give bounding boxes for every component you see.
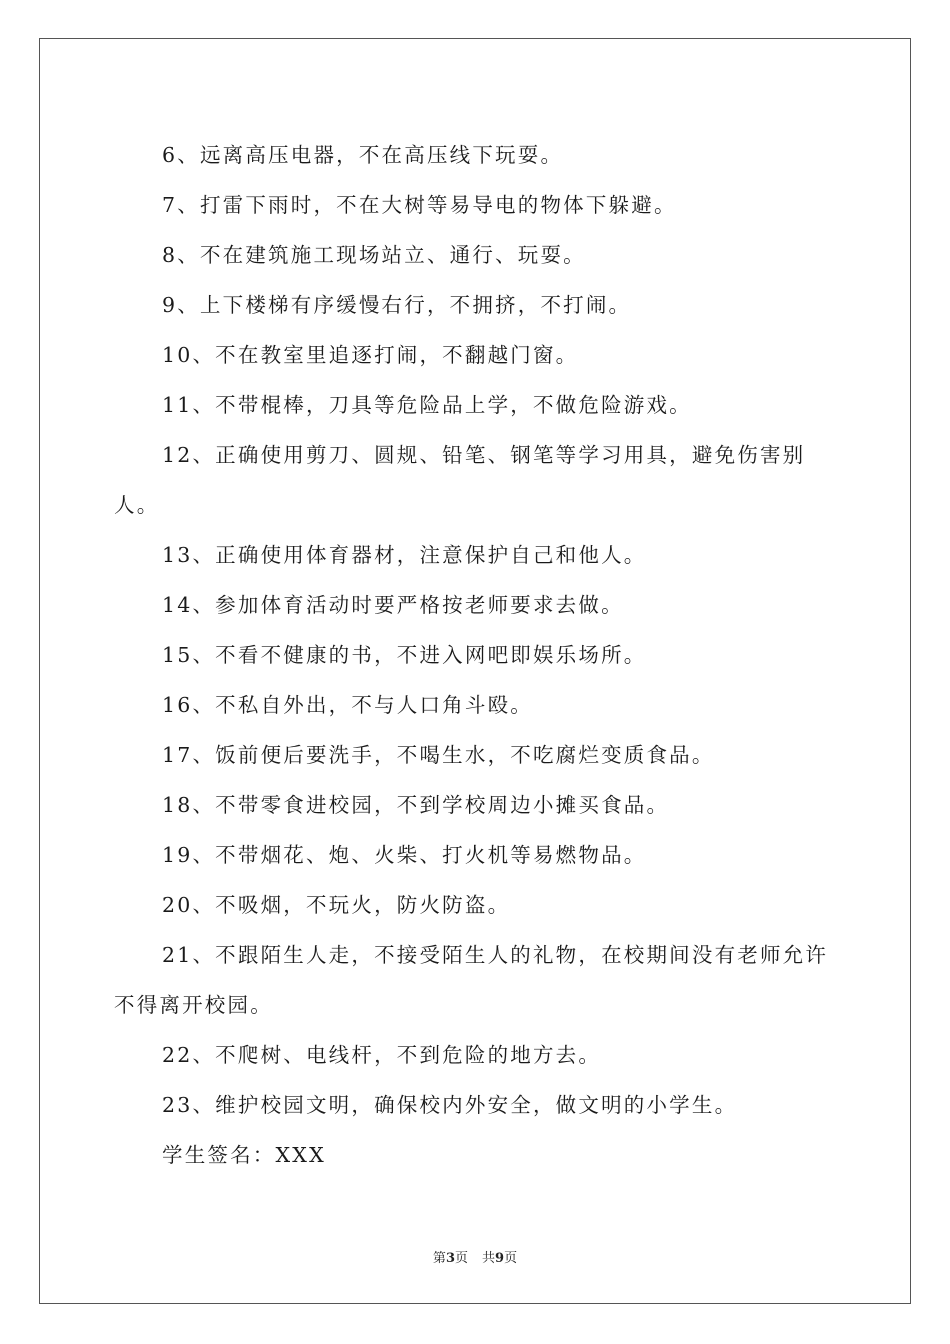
list-item: 20、不吸烟，不玩火，防火防盗。 — [162, 893, 511, 917]
list-item: 8、不在建筑施工现场站立、通行、玩耍。 — [162, 243, 586, 267]
list-item: 15、不看不健康的书，不进入网吧即娱乐场所。 — [162, 643, 647, 667]
page-footer — [0, 1247, 950, 1266]
page-prefix: 第 — [432, 1251, 446, 1266]
list-item: 11、不带棍棒，刀具等危险品上学，不做危险游戏。 — [162, 393, 692, 417]
list-item: 23、维护校园文明，确保校内外安全，做文明的小学生。 — [162, 1093, 738, 1117]
list-item: 14、参加体育活动时要严格按老师要求去做。 — [162, 593, 624, 617]
list-item: 10、不在教室里追逐打闹，不翻越门窗。 — [162, 343, 579, 367]
document-body — [114, 130, 834, 1180]
list-item: 16、不私自外出，不与人口角斗殴。 — [162, 693, 533, 717]
list-item: 12、正确使用剪刀、圆规、铅笔、钢笔等学习用具，避免伤害别人。 — [114, 443, 806, 517]
list-item: 13、正确使用体育器材，注意保护自己和他人。 — [162, 543, 647, 567]
student-signature: 学生签名：XXX — [162, 1143, 326, 1167]
list-item: 6、远离高压电器，不在高压线下玩耍。 — [162, 143, 564, 167]
list-item: 17、饭前便后要洗手，不喝生水，不吃腐烂变质食品。 — [162, 743, 715, 767]
list-item: 19、不带烟花、炮、火柴、打火机等易燃物品。 — [162, 843, 647, 867]
list-item: 18、不带零食进校园，不到学校周边小摊买食品。 — [162, 793, 670, 817]
total-prefix: 共 — [482, 1251, 496, 1266]
list-item: 21、不跟陌生人走，不接受陌生人的礼物，在校期间没有老师允许不得离开校园。 — [114, 943, 829, 1017]
total-suffix: 页 — [504, 1251, 518, 1266]
page-current: 3 — [445, 1251, 455, 1266]
list-item: 22、不爬树、电线杆，不到危险的地方去。 — [162, 1043, 602, 1067]
list-item: 7、打雷下雨时，不在大树等易导电的物体下躲避。 — [162, 193, 677, 217]
page-total: 9 — [495, 1251, 505, 1266]
list-item: 9、上下楼梯有序缓慢右行，不拥挤，不打闹。 — [162, 293, 632, 317]
page-suffix: 页 — [454, 1251, 468, 1266]
